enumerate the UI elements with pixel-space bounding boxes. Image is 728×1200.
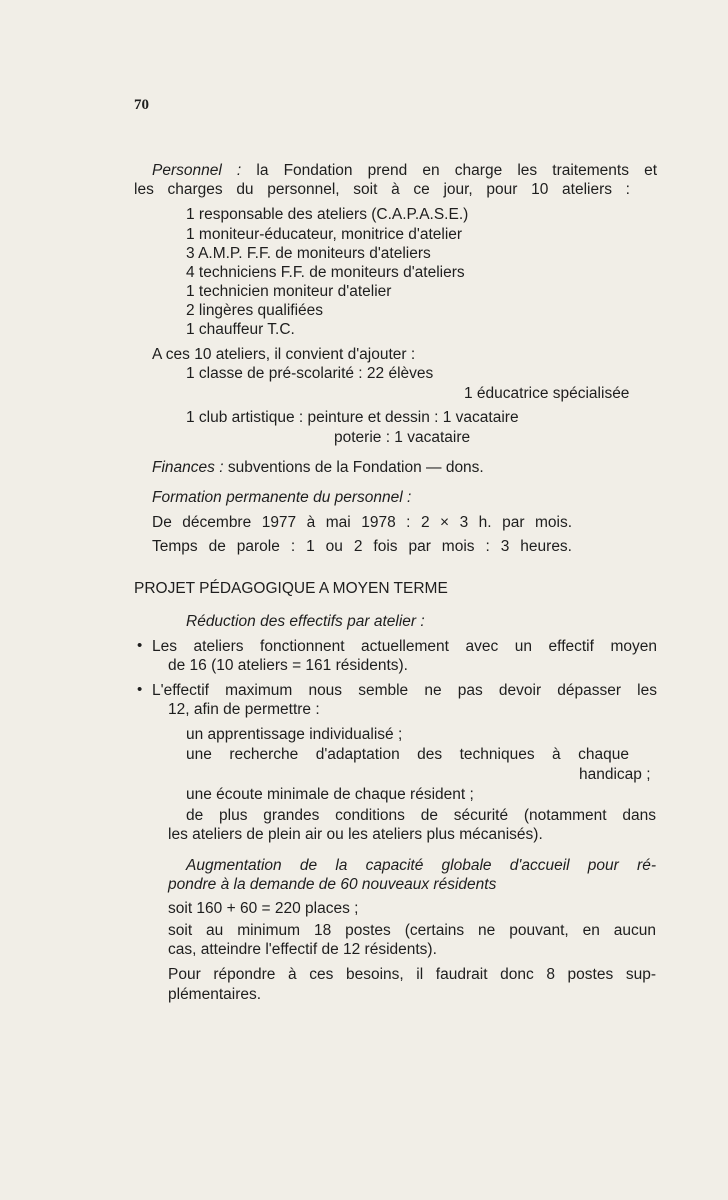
finances-label: Finances :: [152, 459, 224, 476]
pottery-line: poterie : 1 vacataire: [334, 429, 471, 446]
art-club-line: 1 club artistique : peinture et dessin : 1 vacataire: [186, 409, 519, 426]
staff-item: 1 moniteur-éducateur, monitrice d'atelier: [186, 226, 463, 243]
needs-line-1: Pour répondre à ces besoins, il faudrait donc 8 postes sup-: [168, 966, 656, 983]
capacity-line-2: pondre à la demande de 60 nouveaux résidents: [168, 876, 497, 893]
page-number: 70: [134, 97, 149, 113]
bullet-1-line-1: Les ateliers fonctionnent actuellement avec un effectif moyen: [152, 638, 657, 655]
preschool-class: 1 classe de pré-scolarité : 22 élèves: [186, 365, 434, 382]
personnel-label: Personnel :: [152, 162, 242, 179]
bullet-1-line-2: de 16 (10 ateliers = 161 résidents).: [168, 657, 408, 674]
bullet-2-line-1: L'effectif maximum nous semble ne pas devoir dépasser les: [152, 682, 657, 699]
training-heading: Formation permanente du personnel :: [152, 489, 412, 506]
additions-intro: A ces 10 ateliers, il convient d'ajouter :: [152, 346, 416, 363]
goal-handicap: handicap ;: [579, 766, 651, 783]
staff-item: 2 lingères qualifiées: [186, 302, 324, 319]
needs-line-2: plémentaires.: [168, 986, 262, 1003]
bullet-2-line-2: 12, afin de permettre :: [168, 701, 320, 718]
staff-item: 4 techniciens F.F. de moniteurs d'ateliers: [186, 264, 465, 281]
minimum-posts-line-2: cas, atteindre l'effectif de 12 résidents).: [168, 941, 437, 958]
staff-item: 1 responsable des ateliers (C.A.P.A.S.E.): [186, 206, 469, 223]
educator-line: 1 éducatrice spécialisée: [464, 385, 630, 402]
capacity-line-1: Augmentation de la capacité globale d'accueil pour ré-: [186, 857, 656, 874]
finances-line: [152, 458, 484, 477]
goal-adaptation: une recherche d'adaptation des techniques à chaque: [186, 746, 629, 763]
staff-item: 3 A.M.P. F.F. de moniteurs d'ateliers: [186, 245, 431, 262]
personnel-line-1-text: la Fondation prend en charge les traitements et: [241, 162, 658, 179]
goal-individual: un apprentissage individualisé ;: [186, 726, 403, 743]
section-heading: PROJET PÉDAGOGIQUE A MOYEN TERME: [134, 580, 448, 597]
staff-item: 1 technicien moniteur d'atelier: [186, 283, 392, 300]
places-total: soit 160 + 60 = 220 places ;: [168, 900, 359, 917]
bullet-marker: •: [137, 637, 143, 654]
personnel-line-2: les charges du personnel, soit à ce jour, pour 10 ateliers :: [134, 181, 630, 198]
personnel-line-1: [152, 161, 657, 180]
training-schedule: De décembre 1977 à mai 1978 : 2 × 3 h. par mois.: [152, 514, 572, 531]
bullet-marker: •: [137, 681, 143, 698]
goal-safety-line-1: de plus grandes conditions de sécurité (notamment dans: [186, 807, 656, 824]
speaking-time: Temps de parole : 1 ou 2 fois par mois : 3 heures.: [152, 538, 572, 555]
goal-listening: une écoute minimale de chaque résident ;: [186, 786, 474, 803]
reduction-heading: Réduction des effectifs par atelier :: [186, 613, 425, 630]
staff-item: 1 chauffeur T.C.: [186, 321, 295, 338]
finances-text: subventions de la Fondation — dons.: [223, 459, 484, 476]
goal-safety-line-2: les ateliers de plein air ou les ateliers plus mécanisés).: [168, 826, 543, 843]
minimum-posts-line-1: soit au minimum 18 postes (certains ne pouvant, en aucun: [168, 922, 656, 939]
